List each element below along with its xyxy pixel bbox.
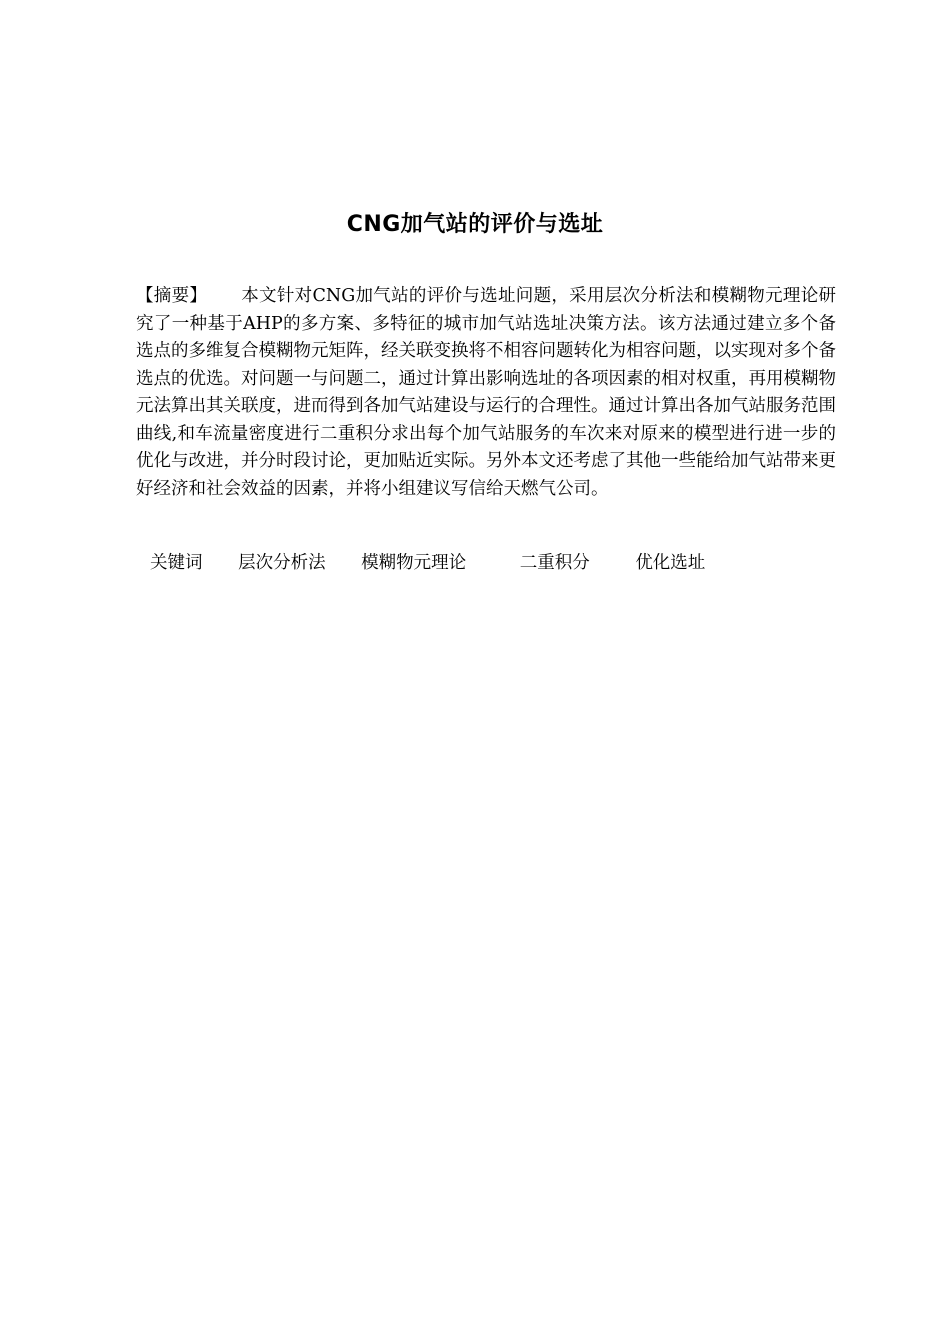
keyword-item: 优化选址 xyxy=(635,553,706,573)
keyword-item: 二重积分 xyxy=(519,553,590,573)
abstract-label: 【摘要】 xyxy=(136,286,208,306)
keywords-line xyxy=(150,550,850,578)
paper-title: CNG加气站的评价与选址 xyxy=(346,212,604,237)
keywords-label: 关键词 xyxy=(150,553,203,573)
abstract-text: 本文针对CNG加气站的评价与选址问题，采用层次分析法和模糊物元理论研究了一种基于AHP的多方案、多特征的城市加气站选址决策方法。该方法通过建立多个备选点的多维复合模糊物元矩阵，经关联变换将不相容问题转化为相容问题，以实现对多个备选点的优选。对问题一与问题二，通过计算出影响选址的各项因素的相对权重，再用模糊物元法算出其关联度，进而得到各加气站建设与运行的合理性。通过计算出各加气站服务范围曲线,和车流量密度进行二重积分求出每个加气站服务的车次来对原来的模型进行进一步的优化与改进，并分时段讨论，更加贴近实际。另外本文还考虑了其他一些能给加气站带来更好经济和社会效益的因素，并将小组建议写信给天燃气公司。 xyxy=(136,286,837,499)
keyword-item: 模糊物元理论 xyxy=(361,553,467,573)
keyword-item: 层次分析法 xyxy=(238,553,326,573)
abstract-paragraph xyxy=(136,283,836,503)
